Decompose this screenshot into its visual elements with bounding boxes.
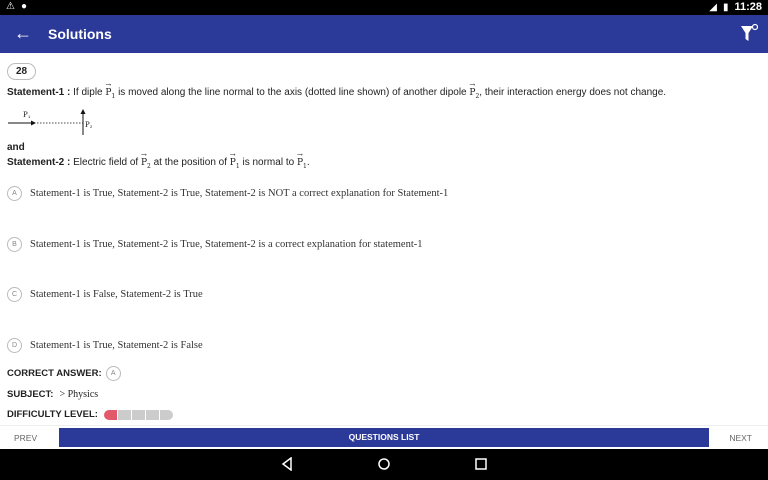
page-title: Solutions	[48, 26, 112, 42]
chat-icon: ●	[20, 1, 28, 12]
option-a[interactable]	[7, 186, 448, 201]
and-label: and	[7, 142, 25, 153]
statement-1: Statement-1 : If diple → $P_1$ is moved along the line normal to the axis (dotted line shown) of another dipole → $P_2$, their interaction energy does not change.	[7, 87, 666, 100]
app-bar	[0, 15, 768, 53]
option-d-letter: D	[7, 338, 22, 353]
dipole-diagram	[7, 109, 107, 137]
svg-text:1: 1	[28, 114, 31, 119]
bottom-bar	[0, 425, 768, 449]
option-d-text: Statement-1 is True, Statement-2 is False	[30, 340, 203, 351]
correct-answer: CORRECT ANSWER: A	[7, 366, 121, 381]
subject-value: > Physics	[59, 389, 99, 400]
status-bar	[0, 0, 768, 15]
option-b-text: Statement-1 is True, Statement-2 is True, Statement-2 is a correct explanation for statement-1	[30, 239, 423, 250]
svg-text:2: 2	[90, 124, 93, 129]
svg-text:P: P	[23, 111, 28, 119]
question-content	[0, 53, 768, 425]
difficulty: DIFFICULTY LEVEL:	[7, 409, 174, 420]
nav-back-icon[interactable]	[280, 457, 294, 471]
svg-text:P: P	[85, 121, 90, 129]
option-b[interactable]	[7, 237, 423, 252]
question-number: 28	[7, 63, 36, 80]
subject: SUBJECT: > Physics	[7, 389, 99, 400]
clock: 11:28	[734, 1, 762, 13]
option-c-letter: C	[7, 287, 22, 302]
prev-button[interactable]: PREV	[14, 433, 38, 443]
option-b-letter: B	[7, 237, 22, 252]
battery-icon: ▮	[722, 1, 729, 13]
option-a-letter: A	[7, 186, 22, 201]
next-button[interactable]: NEXT	[729, 433, 752, 443]
filter-icon[interactable]	[740, 23, 758, 45]
questions-list-button[interactable]: QUESTIONS LIST	[59, 428, 709, 447]
difficulty-bar	[104, 410, 174, 420]
option-c[interactable]	[7, 287, 203, 302]
signal-icon: ◢	[709, 1, 717, 13]
option-d[interactable]	[7, 338, 203, 353]
statement-2: Statement-2 : Electric field of → $P_2$ at the position of → $P_1$ is normal to → $P_1$.	[7, 157, 310, 170]
nav-home-icon[interactable]	[377, 457, 391, 471]
option-a-text: Statement-1 is True, Statement-2 is True, Statement-2 is NOT a correct explanation for Statement-1	[30, 188, 449, 199]
warning-icon: ⚠	[6, 1, 15, 12]
back-arrow-icon[interactable]: ←	[14, 23, 32, 43]
correct-answer-value: A	[106, 366, 121, 381]
system-nav-bar	[0, 449, 768, 480]
option-c-text: Statement-1 is False, Statement-2 is True	[30, 289, 203, 300]
nav-recents-icon[interactable]	[474, 457, 488, 471]
